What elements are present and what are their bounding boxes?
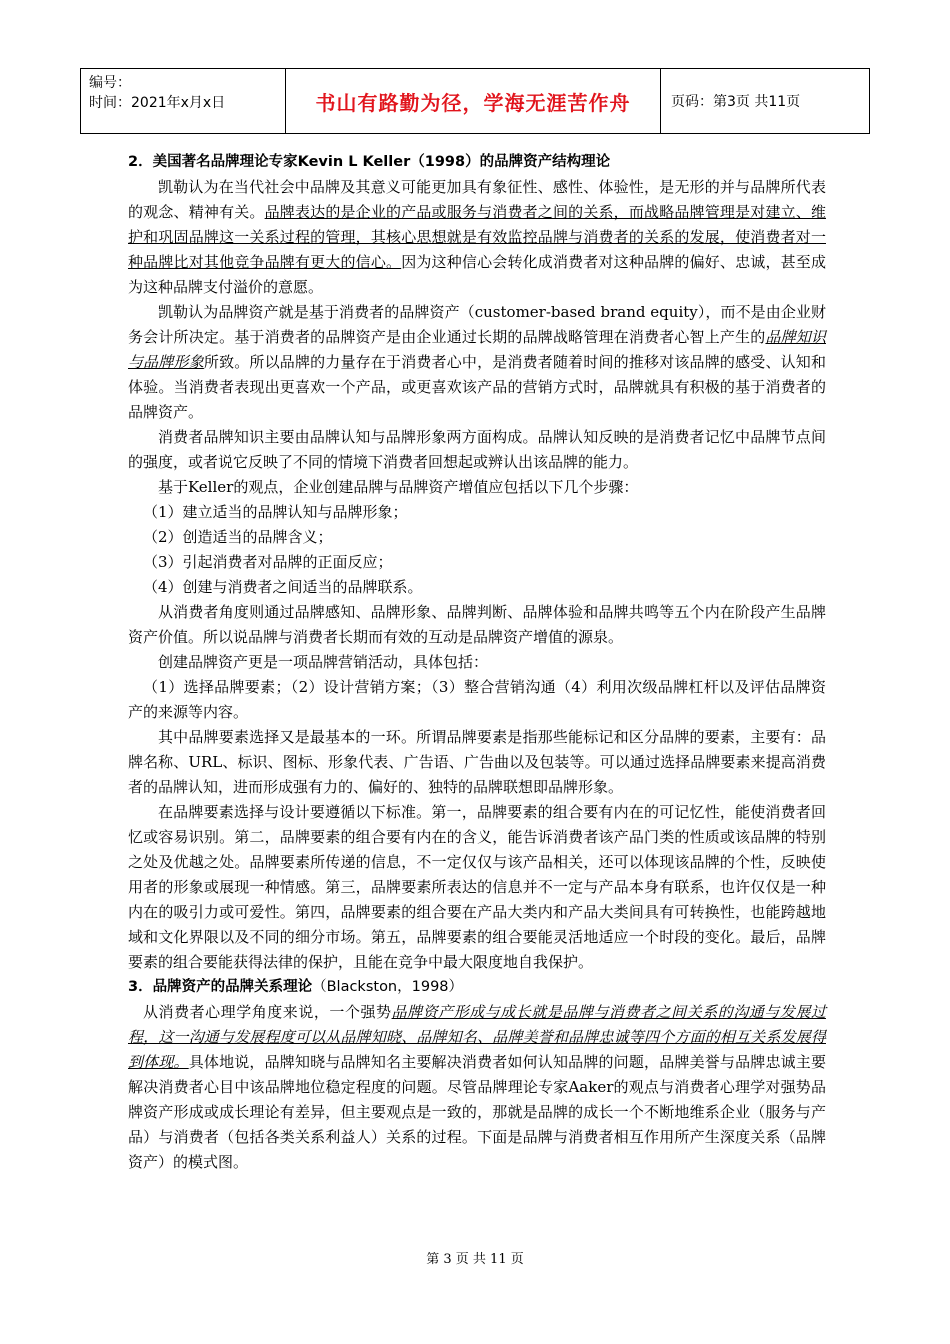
step-item: （1）建立适当的品牌认知与品牌形象； [143, 503, 408, 521]
paragraph-1 [128, 175, 826, 300]
section-3-heading-citation: （Blackston，1998） [312, 979, 464, 995]
paragraph-10-text-b: 具体地说，品牌知晓与品牌知名主要解决消费者如何认知品牌的问题，品牌美誉与品牌忠诚主要解决消费者心目中该品牌地位稳定程度的问题。尽管品牌理论专家Aaker的观点与消费者心理学对强势品牌资产形成或成长理论有差异，但主要观点是一致的，那就是品牌的成长一个不断地维系企业（服务与产品）与消费者（包括各类关系利益人）关系的过程。下面是品牌与消费者相互作用所产生深度关系（品牌资产）的模式图。 [128, 1053, 826, 1171]
paragraph-9: 在品牌要素选择与设计要遵循以下标准。第一，品牌要素的组合要有内在的可记忆性，能使消费者回忆或容易识别。第二，品牌要素的组合要有内在的含义，能告诉消费者该产品门类的性质或该品牌的特别之处及优越之处。品牌要素所传递的信息，不一定仅仅与该产品相关，还可以体现该品牌的个性，反映使用者的形象或展现一种情感。第三，品牌要素所表达的信息并不一定与产品本身有联系，也许仅仅是一种内在的吸引力或可爱性。第四，品牌要素的组合要在产品大类内和产品大类间具有可转换性，也能跨越地域和文化界限以及不同的细分市场。第五，品牌要素的组合要能灵活地适应一个时段的变化。最后，品牌要素的组合要能获得法律的保护，且能在竞争中最大限度地自我保护。 [128, 803, 826, 971]
page-header [80, 68, 870, 134]
section-3-heading [128, 975, 826, 1000]
paragraph-2 [128, 300, 826, 425]
paragraph-5: 从消费者角度则通过品牌感知、品牌形象、品牌判断、品牌体验和品牌共鸣等五个内在阶段产生品牌资产价值。所以说品牌与消费者长期而有效的互动是品牌资产增值的源泉。 [128, 603, 826, 646]
paragraph-2-text-a: 凯勒认为品牌资产就是基于消费者的品牌资产（customer-based brand equity），而不是由企业财务会计所决定。基于消费者的品牌资产是由企业通过长期的品牌战略管理在消费者心智上产生的 [128, 303, 826, 346]
paragraph-10-text-a: 从消费者心理学角度来说，一个强势 [143, 1003, 392, 1021]
header-time-label: 时间：2021年x月x日 [89, 95, 226, 111]
paragraph-1-text-b: 因为这种信心会转化成消费者对这种品牌的偏好、忠诚，甚至成为这种品牌支付溢价的意愿。 [128, 253, 826, 296]
document-body [128, 150, 826, 1175]
paragraph-8: 其中品牌要素选择又是最基本的一环。所谓品牌要素是指那些能标记和区分品牌的要素，主要有：品牌名称、URL、标识、图标、形象代表、广告语、广告曲以及包装等。可以通过选择品牌要素来提高消费者的品牌认知，进而形成强有力的、偏好的、独特的品牌联想即品牌形象。 [128, 728, 826, 796]
header-meta [81, 69, 286, 133]
paragraph-4: 基于Keller的观点，企业创建品牌与品牌资产增值应包括以下几个步骤： [158, 478, 639, 496]
paragraph-2-text-b: 所致。所以品牌的力量存在于消费者心中，是消费者随着时间的推移对该品牌的感受、认知和体验。当消费者表现出更喜欢一个产品，或更喜欢该产品的营销方式时，品牌就具有积极的基于消费者的品牌资产。 [128, 353, 826, 421]
paragraph-7: （1）选择品牌要素；（2）设计营销方案；（3）整合营销沟通（4）利用次级品牌杠杆以及评估品牌资产的来源等内容。 [128, 678, 826, 721]
header-motto: 书山有路勤为径，学海无涯苦作舟 [286, 69, 661, 133]
paragraph-1-text-a: 凯勒认为在当代社会中品牌及其意义可能更加具有象征性、感性、体验性，是无形的并与品牌所代表的观念、精神有关。 [128, 178, 826, 221]
step-item: （4）创建与消费者之间适当的品牌联系。 [143, 578, 423, 596]
paragraph-10 [128, 1000, 826, 1175]
header-page-info: 页码：第3页 共11页 [671, 94, 801, 110]
paragraph-1-underlined: 品牌表达的是企业的产品或服务与消费者之间的关系，而战略品牌管理是对建立、维护和巩固品牌这一关系过程的管理，其核心思想就是有效监控品牌与消费者的关系的发展，使消费者对一种品牌比对其他竞争品牌有更大的信心。 [128, 203, 826, 271]
step-item: （2）创造适当的品牌含义； [143, 528, 333, 546]
section-3-heading-bold: 3．品牌资产的品牌关系理论 [128, 979, 313, 995]
paragraph-6: 创建品牌资产更是一项品牌营销活动，具体包括： [158, 653, 489, 671]
paragraph-2-underlined: 品牌知识与品牌形象 [128, 328, 826, 371]
paragraph-10-underlined: 品牌资产形成与成长就是品牌与消费者之间关系的沟通与发展过程，这一沟通与发展程度可以从品牌知晓、品牌知名、品牌美誉和品牌忠诚等四个方面的相互关系发展得到体现。 [128, 1003, 826, 1071]
step-item: （3）引起消费者对品牌的正面反应； [143, 553, 393, 571]
paragraph-3: 消费者品牌知识主要由品牌认知与品牌形象两方面构成。品牌认知反映的是消费者记忆中品牌节点间的强度，或者说它反映了不同的情境下消费者回想起或辨认出该品牌的能力。 [128, 428, 826, 471]
page-footer: 第 3 页 共 11 页 [426, 1252, 524, 1267]
section-2-heading: 2．美国著名品牌理论专家Kevin L Keller（1998）的品牌资产结构理论 [128, 154, 611, 170]
header-number-label: 编号： [89, 75, 131, 91]
